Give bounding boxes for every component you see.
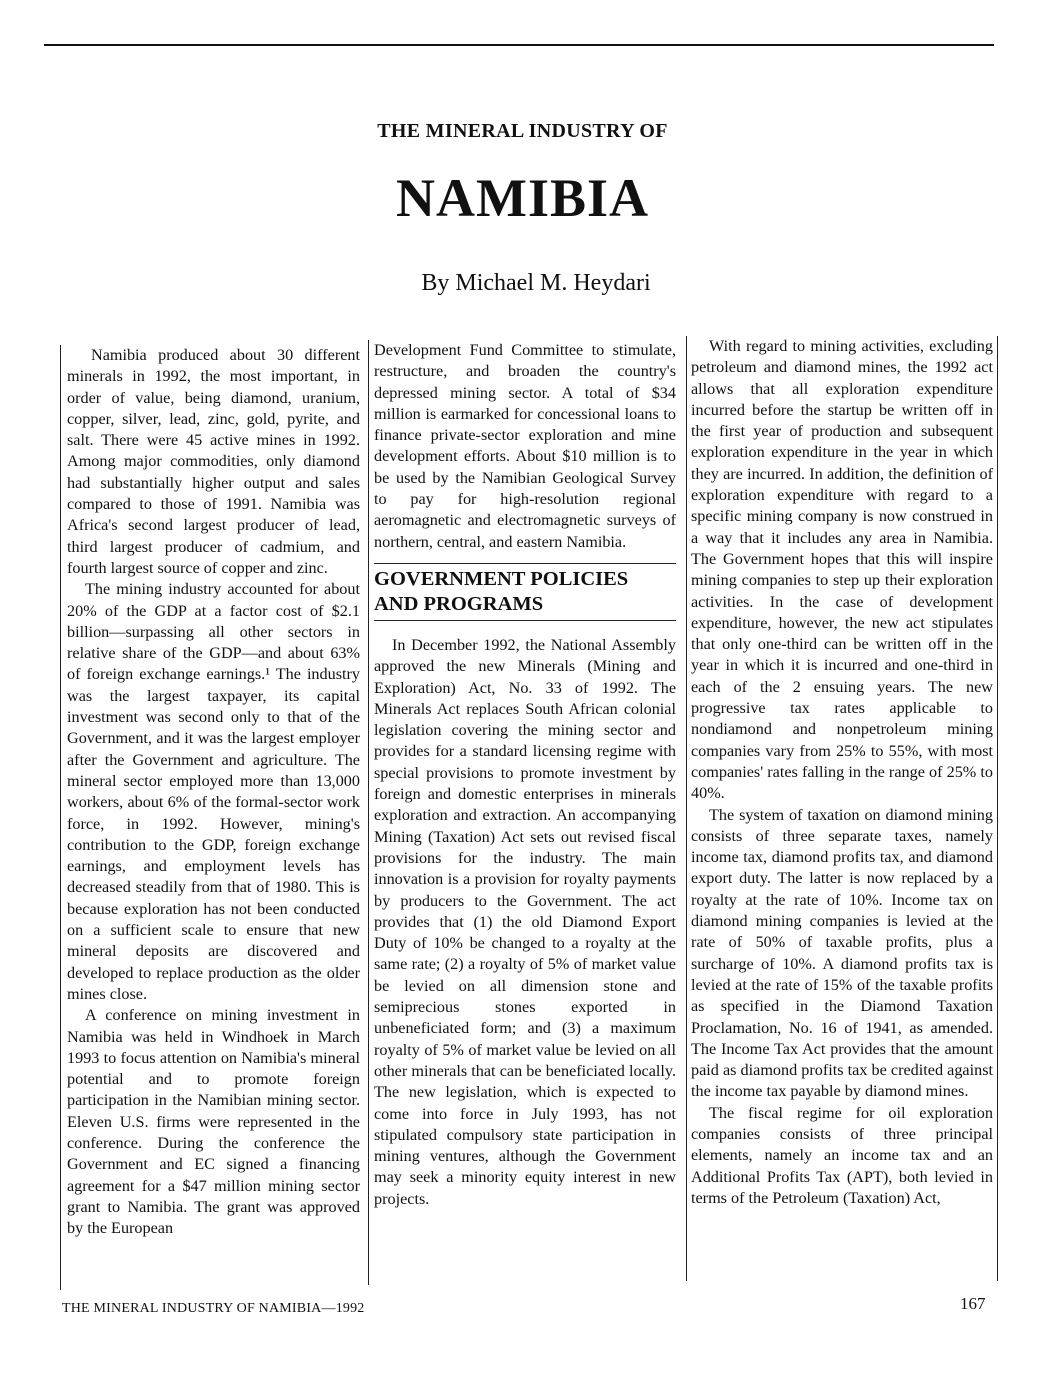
column-1	[60, 345, 360, 1290]
paragraph: Development Fund Committee to stimulate, restructure, and broaden the country's depressed mining sector. A total of $34 million is earmarked for concessional loans to finance private-sector exploration and mine development efforts. About $10 million is to be used by the Namibian Geological Survey to pay for high-resolution regional aeromagnetic and electromagnetic surveys of northern, central, and eastern Namibia.	[374, 341, 676, 551]
paragraph: Namibia produced about 30 different minerals in 1992, the most important, in order of value, being diamond, uranium, copper, silver, lead, zinc, gold, pyrite, and salt. There were 45 active mines in 1992. Among major commodities, only diamond had substantially higher output and sales compared to those of 1991. Namibia was Africa's second largest producer of lead, third largest producer of cadmium, and fourth largest source of copper and zinc.	[67, 346, 360, 577]
section-heading-line: GOVERNMENT POLICIES	[374, 567, 629, 590]
paragraph: The fiscal regime for oil exploration companies consists of three principal elements, namely an income tax and an Additional Profits Tax (APT), both levied in terms of the Petroleum (Taxation) Act,	[691, 1103, 993, 1207]
column-3	[686, 336, 998, 1281]
byline-text: By Michael M. Heydari	[421, 270, 651, 296]
section-heading	[374, 563, 676, 621]
top-rule	[44, 44, 994, 46]
page-number: 167	[960, 1294, 986, 1313]
running-footer: THE MINERAL INDUSTRY OF NAMIBIA—1992	[62, 1301, 365, 1316]
page-title: NAMIBIA	[395, 168, 649, 228]
paragraph: The system of taxation on diamond mining consists of three separate taxes, namely income tax, diamond profits tax, and diamond export duty. The latter is now replaced by a royalty at the rate of 10%. Income tax on diamond mining companies is levied at the rate of 50% of taxable profits, plus a surcharge of 10%. A diamond profits tax is levied at the rate of 15% of the taxable profits as specified in the Diamond Taxation Proclamation, No. 16 of 1941, as amended. The Income Tax Act provides that the amount paid as diamond profits tax be credited against the income tax payable by diamond mines.	[691, 805, 993, 1101]
header-kicker: THE MINERAL INDUSTRY OF	[377, 120, 668, 142]
paragraph: With regard to mining activities, excluding petroleum and diamond mines, the 1992 act allows that all exploration expenditure incurred before the startup be written off in the first year of production and subsequent exploration expenditure in the year in which they are incurred. In addition, the definition of exploration expenditure with regard to a specific mining company is now construed in a way that it includes any area in Namibia. The Government hopes that this will inspire mining companies to step up their exploration activities. In the case of development expenditure, however, the new act stipulates that only one-third can be written off in the year in which it is incurred and one-third in each of the 2 ensuing years. The new progressive tax rates applicable to nondiamond and nonpetroleum mining companies vary from 25% to 55%, with most companies' rates falling in the range of 25% to 40%.	[691, 337, 993, 803]
column-2	[368, 340, 676, 1285]
byline	[0, 270, 1045, 297]
paragraph: A conference on mining investment in Namibia was held in Windhoek in March 1993 to focus attention on Namibia's mineral potential and to promote foreign participation in the Namibian mining sector. Eleven U.S. firms were represented in the conference. During the conference the Government and EC signed a financing agreement for a $47 million mining sector grant to Namibia. The grant was approved by the European	[67, 1006, 360, 1238]
section-heading-line: AND PROGRAMS	[374, 592, 544, 615]
paragraph: In December 1992, the National Assembly approved the new Minerals (Mining and Exploration) Act, No. 33 of 1992. The Minerals Act replaces South African colonial legislation covering the mining sector and provides for a standard licensing regime with special provisions to promote investment by foreign and domestic enterprises in minerals exploration and extraction. An accompanying Mining (Taxation) Act sets out revised fiscal provisions for the industry. The main innovation is a provision for royalty payments by producers to the Government. The act provides that (1) the old Diamond Export Duty of 10% be changed to a royalty at the same rate; (2) a royalty of 5% of market value be levied on all dimension stone and semiprecious stones exported in unbeneficiated form; and (3) a maximum royalty of 5% of market value be levied on all other minerals that can be beneficiated locally. The new legislation, which is expected to come into force in July 1993, has not stipulated compulsory state participation in mining ventures, although the Government may seek a minority equity interest in new projects.	[374, 635, 676, 1208]
paragraph: The mining industry accounted for about 20% of the GDP at a factor cost of $2.1 billion—surpassing all other sectors in relative share of the GDP—and about 63% of foreign exchange earnings.¹ The industry was the largest taxpayer, its capital investment was second only to that of the Government, and it was the largest employer after the Government and agriculture. The mineral sector employed more than 13,000 workers, about 6% of the formal-sector work force, in 1992. However, mining's contribution to the GDP, foreign exchange earnings, and employment levels has decreased steadily from that of 1980. This is because exploration has not been conducted on a sufficient scale to ensure that new mineral deposits are discovered and developed to replace production as the older mines close.	[67, 580, 360, 1003]
